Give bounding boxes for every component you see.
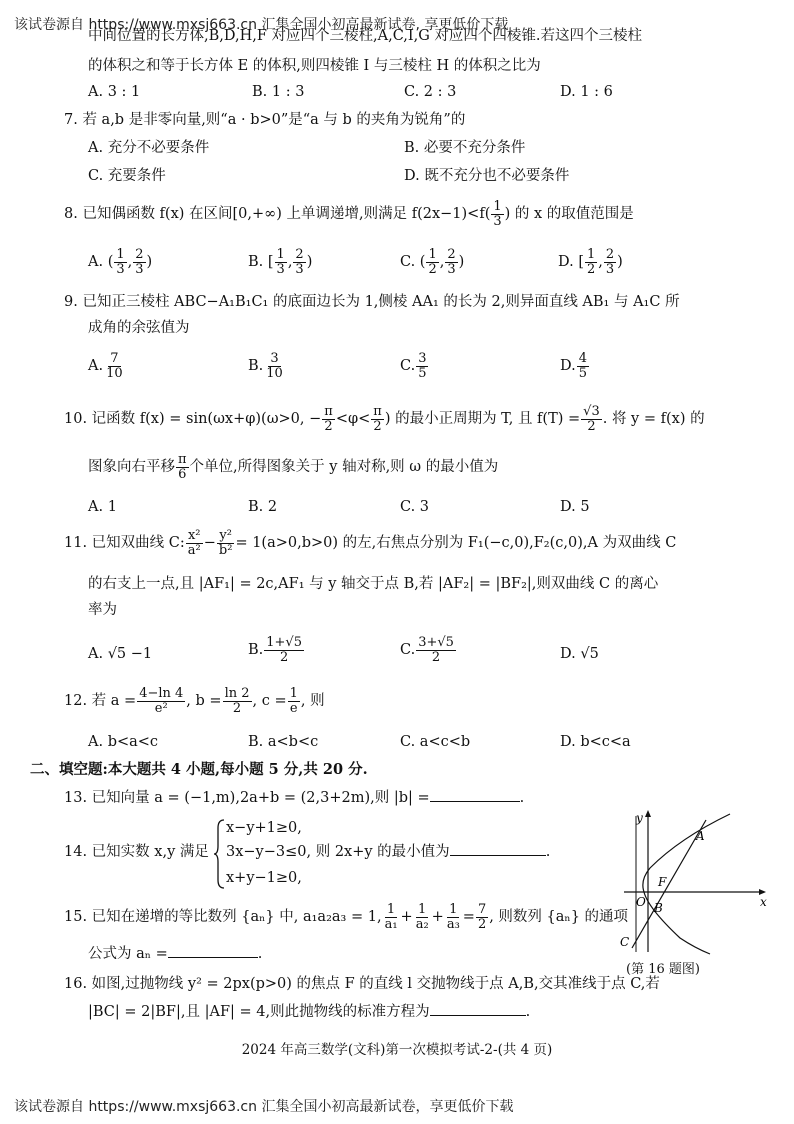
- q11-option-b: B. $\frac{1+√5}{2}$: [248, 634, 302, 665]
- q16-text: 16. 如图,过抛物线 y² = 2px(p>0) 的焦点 F 的直线 l 交抛物线于点 A,B,交其准线于点 C,若: [64, 976, 660, 992]
- q10-option-c: C. 3: [400, 499, 430, 515]
- q15-answer-blank[interactable]: [168, 957, 258, 958]
- q14-lead: 14. 已知实数 x,y 满足: [64, 844, 209, 860]
- q12-text: 12. 若 a = $\frac{4-\ln 4}{\text{e²}}$ , b = $\frac{\ln 2}{2}$ , c = $\frac{1}{e}$ , 则: [64, 685, 325, 716]
- q12-option-d: D. b<c<a: [560, 734, 631, 750]
- q16-text2: |BC| = 2|BF|,且 |AF| = 4,则此抛物线的标准方程为 .: [88, 1004, 531, 1020]
- q6-option-c: C. 2 : 3: [404, 84, 457, 100]
- point-c-label: C: [620, 935, 630, 949]
- q7-option-d: D. 既不充分也不必要条件: [404, 168, 570, 184]
- q12-option-b: B. a<b<c: [248, 734, 319, 750]
- q6-text: 中间位置的长方体,B,D,H,F 对应四个三棱柱,A,C,I,G 对应四个四棱锥.若这四个三棱柱: [88, 28, 643, 44]
- point-f-label: F: [658, 875, 667, 889]
- q9-text: 9. 已知正三棱柱 ABC−A₁B₁C₁ 的底面边长为 1,侧棱 AA₁ 的长为 2,则异面直线 AB₁ 与 A₁C 所: [64, 294, 680, 310]
- y-axis-arrow-icon: [645, 810, 651, 817]
- q15-text: 15. 已知在递增的等比数列 {aₙ} 中, a₁a₂a₃ = 1, $\frac{1}{\text{a₁}}$ + $\frac{1}{\text{a₂}}$ + $\frac{1}{\text{a₃}}$ = $\frac{7}{2}$ , 则数列 {aₙ} 的通项: [64, 901, 629, 932]
- q13-answer-blank[interactable]: [430, 801, 520, 802]
- q8-option-d: D. [ $\frac{1}{2}$ , $\frac{2}{3}$ ): [558, 246, 623, 277]
- q14-constraint-3: x+y−1≥0,: [226, 870, 302, 886]
- q14-constraint-2: 3x−y−3≤0, 则 2x+y 的最小值为 .: [226, 844, 551, 860]
- q11-text: 11. 已知双曲线 C: $\frac{\text{x²}}{\text{a²}}$ − $\frac{\text{y²}}{\text{b²}}$ = 1(a>0,b>0) 的左,右焦点分别为 F₁(−c,0),F₂(c,0),A 为双曲线 C: [64, 527, 677, 558]
- q9-option-d: D. $\frac{4}{5}$: [560, 350, 587, 381]
- q9-option-a: A. $\frac{7}{10}$: [88, 350, 123, 381]
- parabola-curve: [643, 814, 730, 954]
- q12-option-a: A. b<a<c: [88, 734, 159, 750]
- q10-option-b: B. 2: [248, 499, 278, 515]
- q6-option-d: D. 1 : 6: [560, 84, 613, 100]
- q16-answer-blank[interactable]: [430, 1015, 526, 1016]
- q11-text3: 率为: [88, 602, 117, 618]
- q16-figure: [610, 808, 770, 956]
- q11-text2: 的右支上一点,且 |AF₁| = 2c,AF₁ 与 y 轴交于点 B,若 |AF₂| = |BF₂|,则双曲线 C 的离心: [88, 576, 659, 592]
- q11-option-d: D. √5: [560, 646, 599, 662]
- q9-text2: 成角的余弦值为: [88, 320, 190, 336]
- x-label: x: [760, 895, 767, 909]
- figure-caption: (第 16 题图): [626, 962, 700, 977]
- q14-brace: [214, 818, 226, 890]
- q11-option-c: C. $\frac{3+√5}{2}$: [400, 634, 454, 665]
- q7-option-a: A. 充分不必要条件: [88, 140, 210, 156]
- watermark-bottom: 该试卷源自 https://www.mxsj663.cn 汇集全国小初高最新试卷，享更低价下载: [14, 1099, 514, 1115]
- q7-text: 7. 若 a,b 是非零向量,则“a · b>0”是“a 与 b 的夹角为锐角”的: [64, 112, 466, 128]
- q6-option-b: B. 1 : 3: [252, 84, 305, 100]
- q9-option-c: C. $\frac{3}{5}$: [400, 350, 427, 381]
- q10-text: 10. 记函数 f(x) = sin(ωx+φ)(ω>0, − $\frac{\pi}{2}$ <φ< $\frac{\pi}{2}$ ) 的最小正周期为 T, 且 f(T) = $\frac{√3}{2}$ . 将 y = f(x) 的: [64, 403, 705, 434]
- q7-option-b: B. 必要不充分条件: [404, 140, 526, 156]
- section-2-heading: 二、填空题:本大题共 4 小题,每小题 5 分,共 20 分.: [30, 761, 368, 778]
- q13-text: 13. 已知向量 a = (−1,m),2a+b = (2,3+2m),则 |b| = .: [64, 790, 525, 806]
- q8-option-b: B. [ $\frac{1}{3}$ , $\frac{2}{3}$ ): [248, 246, 313, 277]
- q10-text2: 图象向右平移 $\frac{\pi}{6}$ 个单位,所得图象关于 y 轴对称,则 ω 的最小值为: [88, 451, 499, 482]
- q8-option-c: C. ( $\frac{1}{2}$ , $\frac{2}{3}$ ): [400, 246, 465, 277]
- q14-constraint-1: x−y+1≥0,: [226, 820, 302, 836]
- point-b-label: B: [654, 901, 663, 915]
- q7-option-c: C. 充要条件: [88, 168, 166, 184]
- q6-text2: 的体积之和等于长方体 E 的体积,则四棱锥 I 与三棱柱 H 的体积之比为: [88, 58, 541, 74]
- point-a-label: A: [696, 829, 705, 843]
- q12-option-c: C. a<c<b: [400, 734, 471, 750]
- q8-text: 8. 已知偶函数 f(x) 在区间[0,+∞) 上单调递增,则满足 f(2x−1)<f( $\frac{1}{3}$ ) 的 x 的取值范围是: [64, 198, 634, 229]
- q11-option-a: A. √5 −1: [88, 646, 153, 662]
- q15-text2: 公式为 aₙ = .: [88, 946, 263, 962]
- page-footer: 2024 年高三数学(文科)第一次模拟考试-2-(共 4 页): [241, 1042, 553, 1058]
- q14-answer-blank[interactable]: [450, 855, 546, 856]
- origin-label: O: [636, 895, 646, 909]
- watermark-top: 该试卷源自 https://www.mxsj663.cn 汇集全国小初高最新试卷, 享更低价下载: [14, 17, 509, 33]
- q8-option-a: A. ( $\frac{1}{3}$ , $\frac{2}{3}$ ): [88, 246, 153, 277]
- q9-option-b: B. $\frac{3}{10}$: [248, 350, 283, 381]
- y-label: y: [636, 811, 643, 825]
- q10-option-d: D. 5: [560, 499, 590, 515]
- q6-option-a: A. 3 : 1: [88, 84, 141, 100]
- q10-option-a: A. 1: [88, 499, 117, 515]
